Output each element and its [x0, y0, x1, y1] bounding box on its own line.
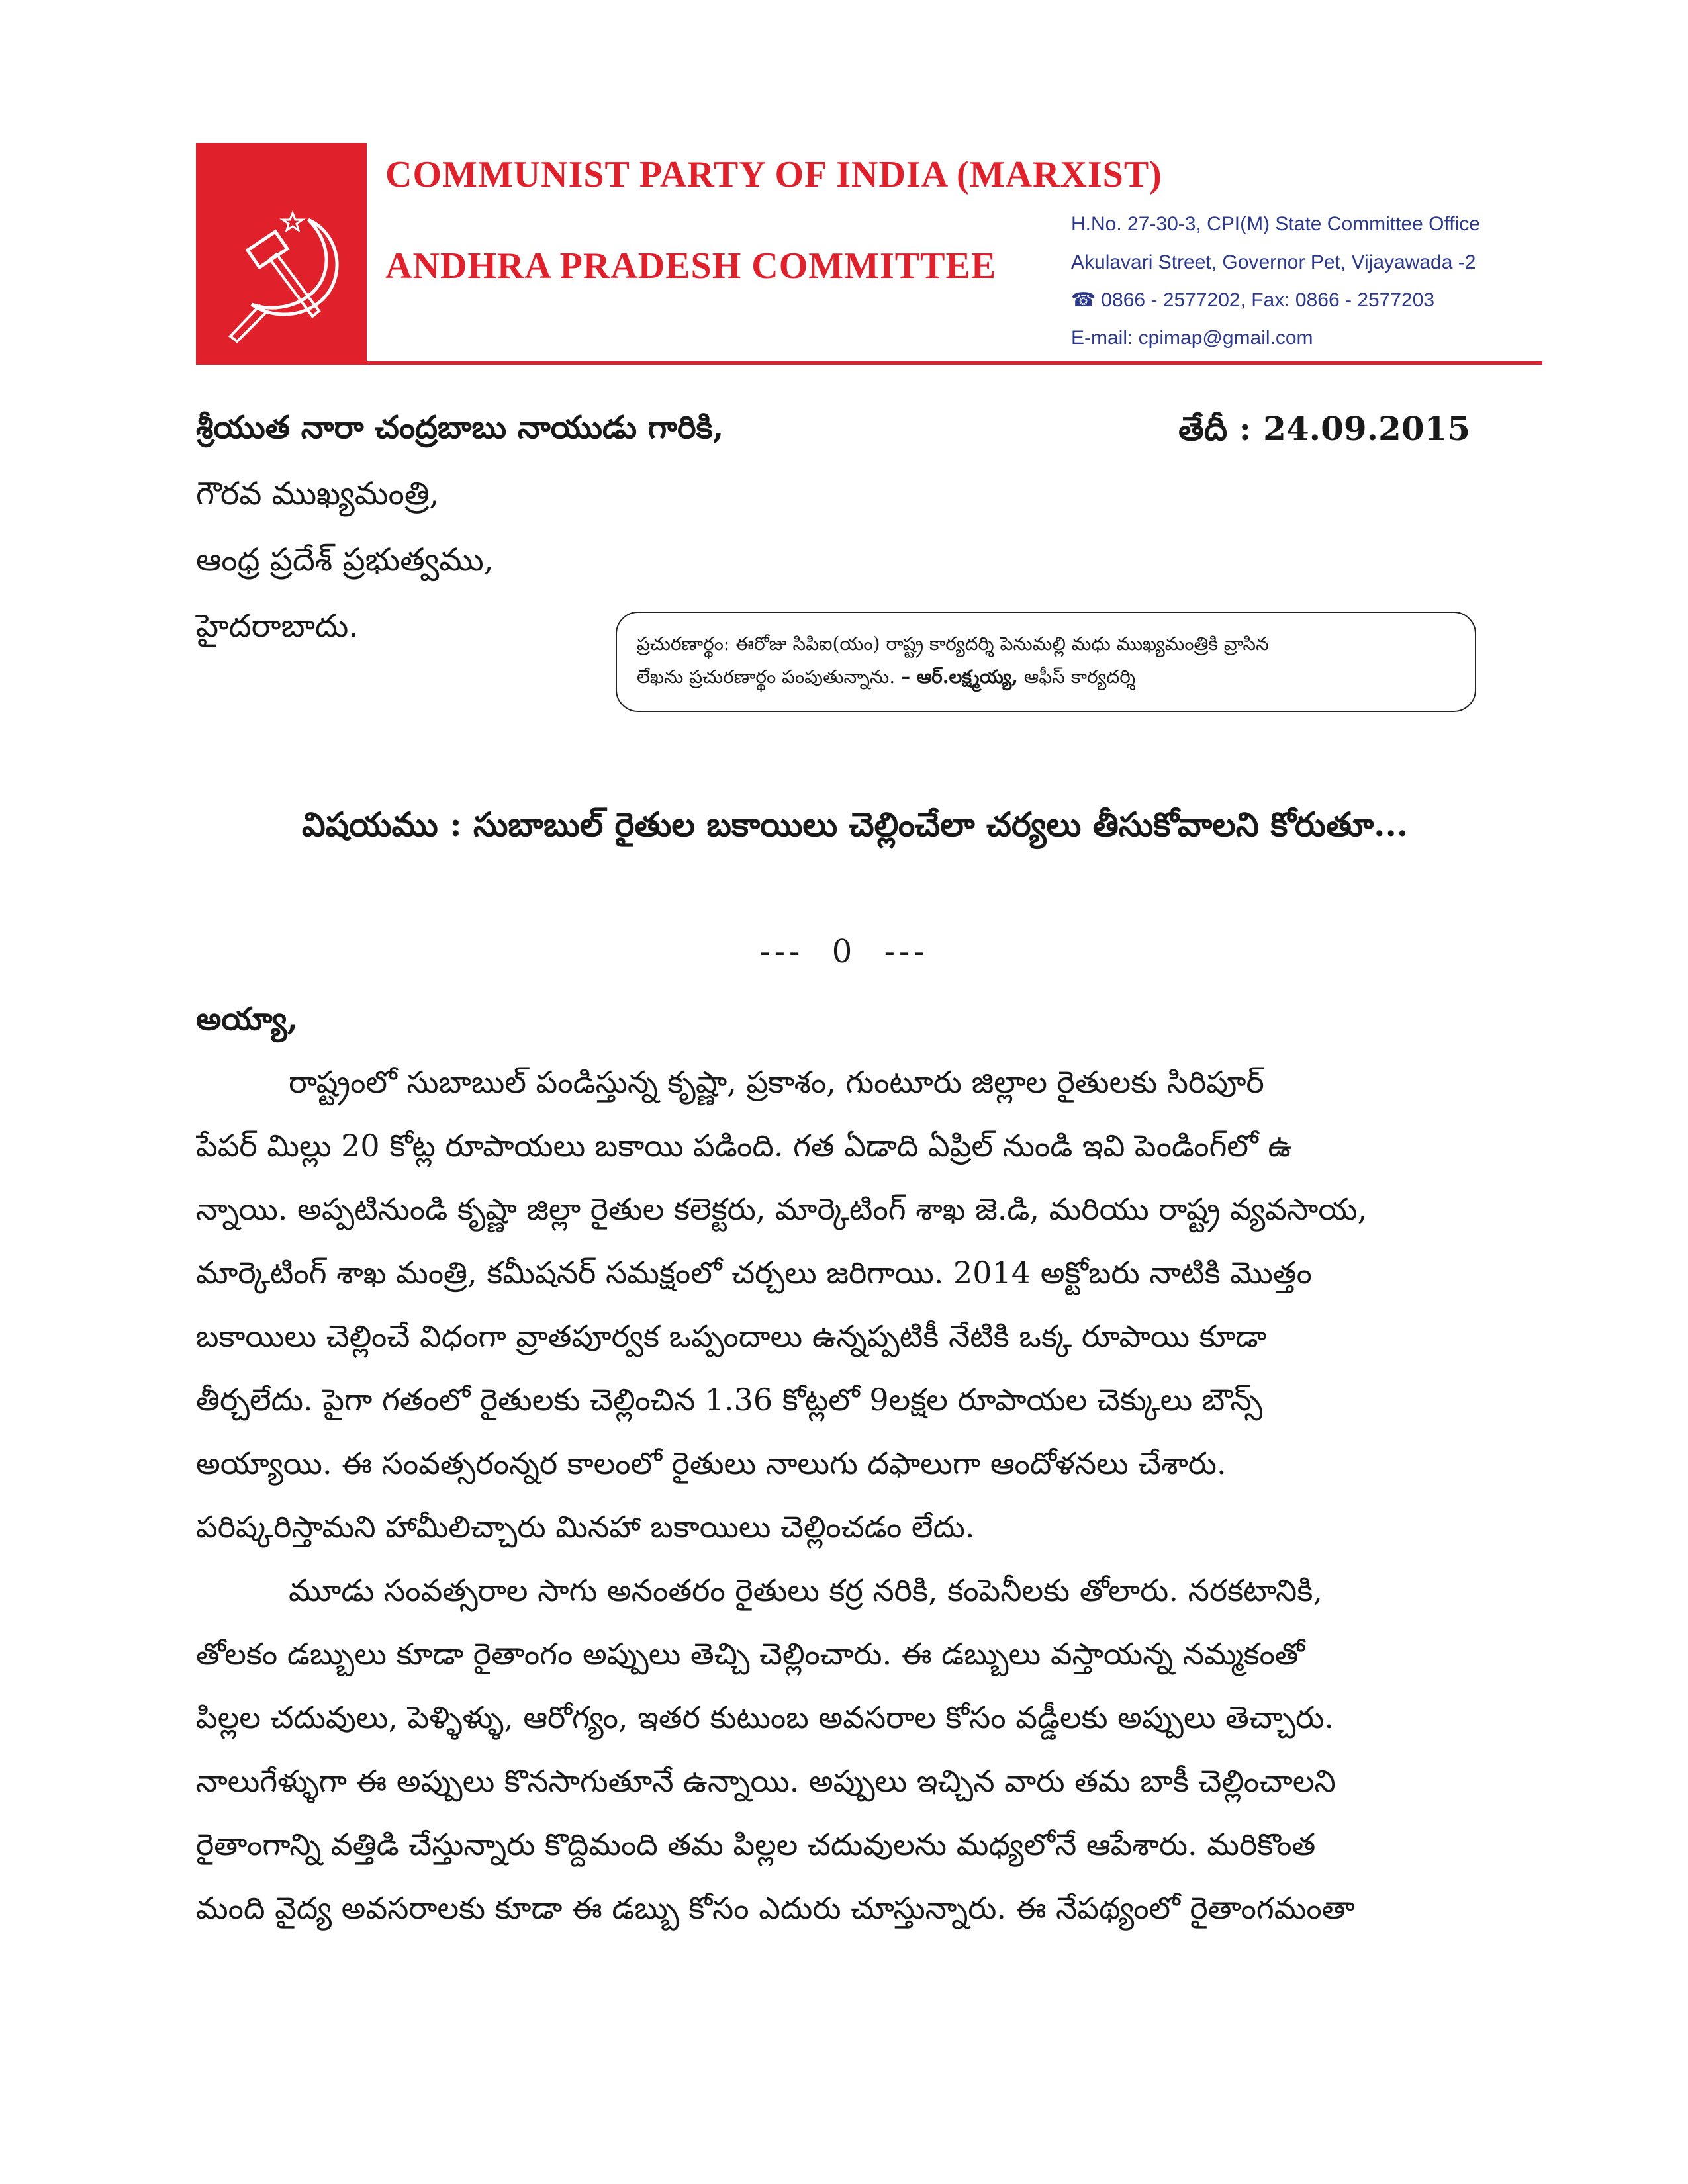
paragraph-2-line: మూడు సంవత్సరాల సాగు అనంతరం రైతులు కర్ర నరికి, కంపెనీలకు తోలారు. నరకటానికి, [289, 1572, 1323, 1608]
salutation: అయ్యా, [196, 1001, 299, 1038]
telephone-icon: ☎ [1071, 289, 1096, 311]
paragraph-1-line: బకాయిలు చెల్లించే విధంగా వ్రాతపూర్వక ఒప్పందాలు ఉన్నప్పటికీ నేటికి ఒక్క రూపాయి కూడా [196, 1318, 1267, 1354]
paragraph-2-line: రైతాంగాన్ని వత్తిడి చేస్తున్నారు కొద్దిమంది తమ పిల్లల చదువులను మధ్యలోనే ఆపేశారు. మరికొంత [196, 1827, 1316, 1862]
press-note-box [616, 612, 1476, 712]
press-note-line-1: ప్రచురణార్థం: ఈరోజు సిపిఐ(యం) రాష్ట్ర కార్యదర్శి పెనుమల్లి మధు ముఖ్యమంత్రికి వ్రాసిన [637, 633, 1269, 655]
paragraph-1-line: మార్కెటింగ్ శాఖ మంత్రి, కమీషనర్ సమక్షంలో చర్చలు జరిగాయి. 2014 అక్టోబరు నాటికి మొత్తం [196, 1255, 1312, 1291]
header-divider [196, 361, 1542, 365]
press-note-line-2 [637, 660, 1455, 694]
addressee-name: శ్రీయుత నారా చంద్రబాబు నాయుడు గారికి, [196, 409, 724, 446]
separator: --- 0 --- [759, 933, 929, 970]
paragraph-2-line: తోలకం డబ్బులు కూడా రైతాంగం అప్పులు తెచ్చి చెల్లించారు. ఈ డబ్బులు వస్తాయన్న నమ్మకంతో [196, 1636, 1305, 1672]
addressee-title: గౌరవ ముఖ్యమంత్రి, [196, 475, 440, 512]
press-note-role: ఆఫీస్ కార్యదర్శి [1023, 666, 1136, 688]
letter-subject: విషయము : సుబాబుల్ రైతుల బకాయిలు చెల్లించేలా చర్యలు తీసుకోవాలని కోరుతూ... [302, 805, 1409, 844]
date-value: 24.09.2015 [1263, 409, 1471, 448]
date-label: తేదీ : [1178, 409, 1252, 448]
press-note-signer: – ఆర్.లక్ష్మయ్య, [901, 666, 1019, 688]
addressee-government: ఆంధ్ర ప్రదేశ్ ప్రభుత్వము, [196, 541, 494, 578]
letter-date [1178, 409, 1470, 457]
paragraph-1-line: రాష్ట్రంలో సుబాబుల్ పండిస్తున్న కృష్ణా, ప్రకాశం, గుంటూరు జిల్లాల రైతులకు సిరిపూర్ [289, 1064, 1264, 1100]
addressee-city: హైదరాబాదు. [196, 608, 359, 645]
email-line: E-mail: cpimap@gmail.com [1071, 327, 1313, 349]
phone-line [1071, 289, 1434, 312]
hammer-sickle-star-icon [196, 143, 367, 364]
paragraph-2-line: పిల్లల చదువులు, పెళ్ళిళ్ళు, ఆరోగ్యం, ఇతర కుటుంబ అవసరాల కోసం వడ్డీలకు అప్పులు తెచ్చారు. [196, 1700, 1335, 1735]
address-line-1: H.No. 27-30-3, CPI(M) State Committee Office [1071, 213, 1480, 235]
paragraph-1-line: తీర్చలేదు. పైగా గతంలో రైతులకు చెల్లించిన 1.36 కోట్లలో 9లక్షల రూపాయల చెక్కులు బౌన్స్ [196, 1382, 1263, 1418]
paragraph-1-line: పేపర్ మిల్లు 20 కోట్ల రూపాయలు బకాయి పడింది. గత ఏడాది ఏప్రిల్ నుండి ఇవి పెండింగ్‌లో ఉ [196, 1128, 1293, 1163]
paragraph-1-line: అయ్యాయి. ఈ సంవత్సరంన్నర కాలంలో రైతులు నాలుగు దఫాలుగా ఆందోళనలు చేశారు. [196, 1445, 1227, 1481]
press-note-text: లేఖను ప్రచురణార్థం పంపుతున్నాను. [637, 666, 896, 688]
org-name: COMMUNIST PARTY OF INDIA (MARXIST) [385, 154, 1162, 195]
paragraph-2-line: నాలుగేళ్ళుగా ఈ అప్పులు కొనసాగుతూనే ఉన్నాయి. అప్పులు ఇచ్చిన వారు తమ బాకీ చెల్లించాలని [196, 1763, 1336, 1799]
paragraph-1-line: పరిష్కరిస్తామని హామీలిచ్చారు మినహా బకాయిలు చెల్లించడం లేదు. [196, 1509, 975, 1545]
paragraph-2-line: మంది వైద్య అవసరాలకు కూడా ఈ డబ్బు కోసం ఎదురు చూస్తున్నారు. ఈ నేపథ్యంలో రైతాంగమంతా [196, 1890, 1355, 1926]
phone-numbers: 0866 - 2577202, Fax: 0866 - 2577203 [1101, 289, 1435, 311]
committee-name: ANDHRA PRADESH COMMITTEE [385, 246, 997, 287]
address-line-2: Akulavari Street, Governor Pet, Vijayawada -2 [1071, 251, 1476, 273]
paragraph-1-line: న్నాయి. అప్పటినుండి కృష్ణా జిల్లా రైతుల కలెక్టరు, మార్కెటింగ్ శాఖ జె.డి, మరియు రాష్ట్ర వ్యవసాయ, [196, 1191, 1368, 1227]
party-logo [196, 143, 367, 364]
